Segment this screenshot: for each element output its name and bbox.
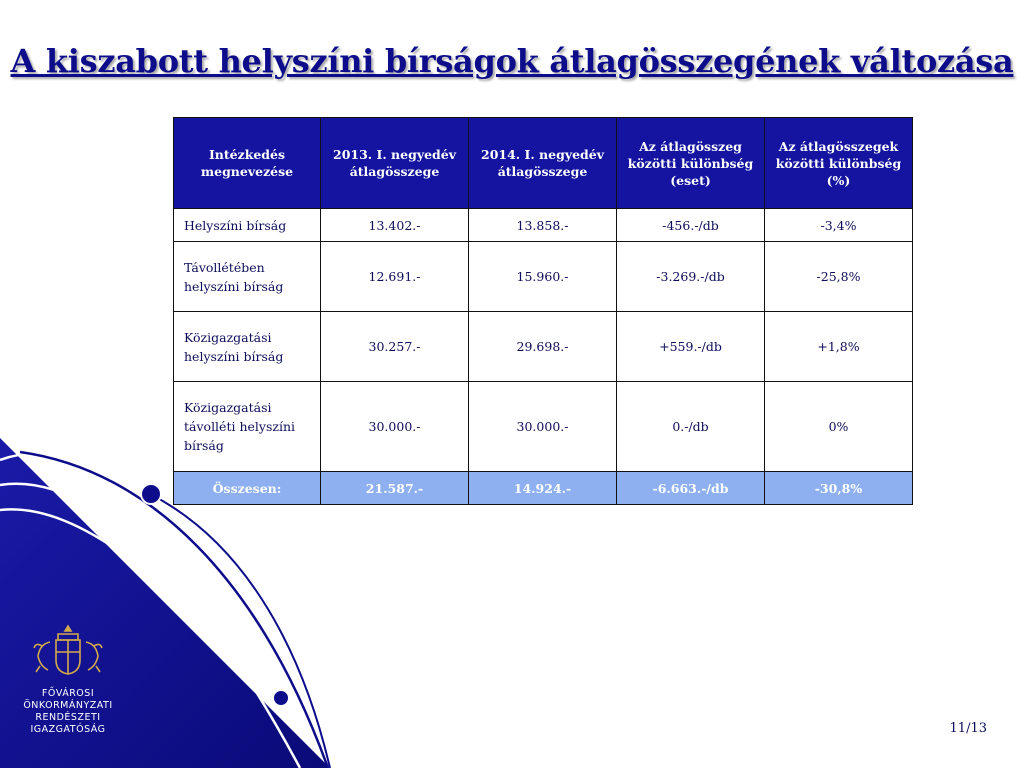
total-2014: 14.924.- (469, 472, 617, 505)
row-label: Helyszíni bírság (174, 209, 321, 242)
total-label: Összesen: (174, 472, 321, 505)
slide-title: A kiszabott helyszíni bírságok átlagösszegének változása (10, 42, 1014, 80)
organization-logo (14, 622, 122, 736)
total-diff-case: -6.663.-/db (617, 472, 765, 505)
cell-diff-percent: -3,4% (765, 209, 913, 242)
cell-diff-percent: 0% (765, 382, 913, 472)
table-row (174, 312, 913, 382)
row-label: Közigazgatási távolléti helyszíni bírság (174, 382, 321, 472)
cell-diff-case: -456.-/db (617, 209, 765, 242)
table-total-row (174, 472, 913, 505)
logo-line: IGAZGATÓSÁG (30, 724, 106, 735)
cell-2014: 30.000.- (469, 382, 617, 472)
cell-2013: 30.000.- (321, 382, 469, 472)
cell-2014: 13.858.- (469, 209, 617, 242)
cell-diff-case: 0.-/db (617, 382, 765, 472)
table-row (174, 382, 913, 472)
logo-line: ÖNKORMÁNYZATI (23, 700, 113, 711)
row-label: Távollétében helyszíni bírság (174, 242, 321, 312)
cell-2014: 29.698.- (469, 312, 617, 382)
cell-2013: 12.691.- (321, 242, 469, 312)
cell-2014: 15.960.- (469, 242, 617, 312)
cell-diff-percent: -25,8% (765, 242, 913, 312)
coat-of-arms-icon (28, 622, 108, 678)
table-header-row (174, 118, 913, 209)
header-diff-percent: Az átlagösszegek közötti különbség (%) (765, 118, 913, 209)
cell-2013: 13.402.- (321, 209, 469, 242)
total-2013: 21.587.- (321, 472, 469, 505)
header-2013: 2013. I. negyedév átlagösszege (321, 118, 469, 209)
page-number: 11/13 (949, 721, 987, 736)
row-label: Közigazgatási helyszíni bírság (174, 312, 321, 382)
header-diff-case: Az átlagösszeg közötti különbség (eset) (617, 118, 765, 209)
cell-2013: 30.257.- (321, 312, 469, 382)
table-row (174, 242, 913, 312)
fines-table-container (173, 117, 913, 505)
organization-name (14, 688, 122, 736)
cell-diff-percent: +1,8% (765, 312, 913, 382)
dot-large (141, 484, 161, 504)
table-row (174, 209, 913, 242)
total-diff-percent: -30,8% (765, 472, 913, 505)
cell-diff-case: -3.269.-/db (617, 242, 765, 312)
header-measure: Intézkedés megnevezése (174, 118, 321, 209)
cell-diff-case: +559.-/db (617, 312, 765, 382)
dot-small (273, 690, 289, 706)
logo-line: RENDÉSZETI (35, 712, 101, 723)
logo-line: FŐVÁROSI (41, 688, 95, 699)
fines-table (173, 117, 913, 505)
header-2014: 2014. I. negyedév átlagösszege (469, 118, 617, 209)
